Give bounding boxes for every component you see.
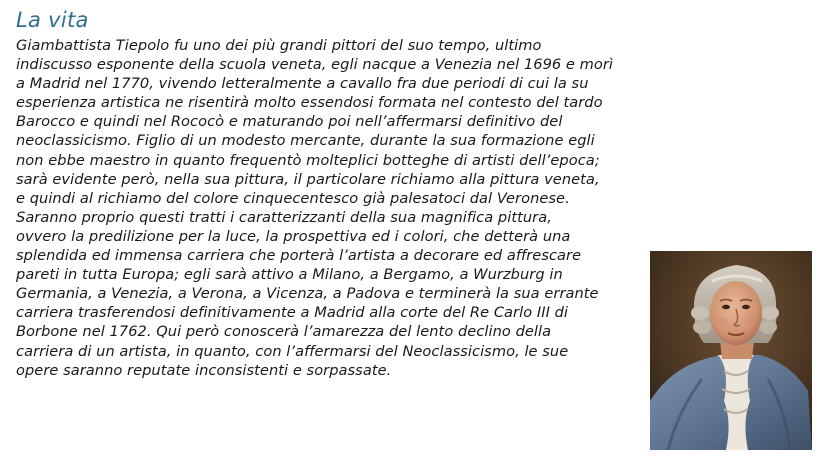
tiepolo-portrait-image [650,251,812,450]
biography-text: Giambattista Tiepolo fu uno dei più grandi pittori del suo tempo, ultimo indiscusso esponente della scuola veneta, egli nacque a Venezia nel 1696 e morì a Madrid nel 1770, vivendo letteralmente a cavallo fra due periodi di cui la su esperienza artistica ne risentirà molto essendosi formata nel contesto del tardo Barocco e quindi nel Rococò e maturando poi nell’affermarsi definitivo del neoclassicismo. Figlio di un modesto mercante, durante la sua formazione egli non ebbe maestro in quanto frequentò molteplici botteghe di artisti dell’epoca; sarà evidente però, nella sua pittura, il particolare richiamo alla pittura veneta, e quindi al richiamo del colore cinquecentesco già palesatoci dal Veronese. Saranno proprio questi tratti i caratterizzanti della sua magnifica pittura, ovvero la predilizione per la luce, la prospettiva ed i colori, che detterà una splendida ed immensa carriera che porterà l’artista a decorare ed affrescare pareti in tutta Europa; egli sarà attivo a Milano, a Bergamo, a Wurzburg in Germania, a Venezia, a Verona, a Vicenza, a Padova e terminerà la sua errante carriera trasferendosi definitivamente a Madrid alla corte del Re Carlo III di Borbone nel 1762. Qui però conoscerà l’amarezza del lento declino della carriera di un artista, in quanto, con l’affermarsi del Neoclassicismo, le sue opere saranno reputate inconsistenti e sorpassate. [16,37,614,379]
slide-title: La vita [16,8,89,32]
